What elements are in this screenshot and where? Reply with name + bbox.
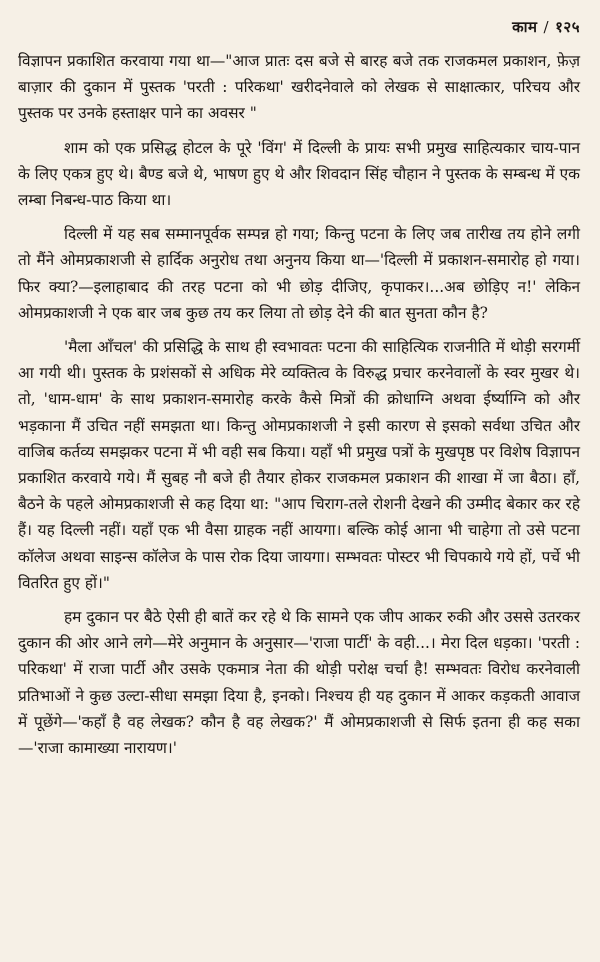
header-separator: / [543,18,550,36]
paragraph: 'मैला आँचल' की प्रसिद्धि के साथ ही स्वभावतः पटना की साहित्यिक राजनीति में थोड़ी सरगर्मी आ गयी थी। पुस्तक के प्रशंसकों से अधिक मेरे व्यक्तित्व के विरुद्ध प्रचार करनेवालों के स्वर मुखर थे। तो, 'धाम-धाम' के साथ प्रकाशन-समारोह करके कैसे मित्रों की क्रोधाग्नि अथवा ईर्ष्याग्नि को और भड़काना मैं उचित नहीं समझता था। किन्तु ओमप्रकाशजी ने इसी कारण से इसको सर्वथा उचित और वाजिब कर्तव्य समझकर पटना में भी वही सब किया। यहाँ भी प्रमुख पत्रों के मुखपृष्ठ पर विशेष विज्ञापन प्रकाशित करवाये गये। मैं सुबह नौ बजे ही तैयार होकर राजकमल प्रकाशन की शाखा में जा बैठा। हाँ, बैठने के पहले ओमप्रकाशजी से कह दिया था: "आप चिराग-तले रोशनी देखने की उम्मीद बेकार कर रहे हैं। यह दिल्ली नहीं। यहाँ एक भी वैसा ग्राहक नहीं आयगा। बल्कि कोई आना भी चाहेगा तो उसे पटना कॉलेज अथवा साइन्स कॉलेज के पास रोक दिया जायगा। सम्भवतः पोस्टर भी चिपकाये गये हों, पर्चे भी वितरित हुए हों।" [18,338,580,592]
chapter-title: काम [512,18,538,36]
paragraph: दिल्ली में यह सब सम्मानपूर्वक सम्पन्न हो गया; किन्तु पटना के लिए जब तारीख तय होने लगी तो मैंने ओमप्रकाशजी से हार्दिक अनुरोध तथा अनुनय किया था—'दिल्ली में प्रकाशन-समारोह हो गया। फिर क्या?—इलाहाबाद की तरह पटना को भी छोड़ दीजिए, कृपाकर।...अब छोड़िए न!' लेकिन ओमप्रकाशजी ने एक बार जब कुछ तय कर लिया तो छोड़ देने की बात सुनता कौन है? [18,225,580,322]
page-body [18,48,580,761]
page-number: १२५ [555,18,580,36]
paragraph: शाम को एक प्रसिद्ध होटल के पूरे 'विंग' में दिल्ली के प्रायः सभी प्रमुख साहित्यकार चाय-पान के लिए एकत्र हुए थे। बैण्ड बजे थे, भाषण हुए थे और शिवदान सिंह चौहान ने पुस्तक के सम्बन्ध में एक लम्बा निबन्ध-पाठ किया था। [18,138,580,210]
page-header [18,14,580,40]
paragraph: विज्ञापन प्रकाशित करवाया गया था—"आज प्रातः दस बजे से बारह बजे तक राजकमल प्रकाशन, फ़ेज़ बाज़ार की दुकान में पुस्तक 'परती : परिकथा' खरीदनेवाले को लेखक से साक्षात्कार, परिचय और पुस्तक पर उनके हस्ताक्षर पाने का अवसर " [18,52,580,123]
paragraph: हम दुकान पर बैठे ऐसी ही बातें कर रहे थे कि सामने एक जीप आकर रुकी और उससे उतरकर दुकान की ओर आने लगे—मेरे अनुमान के अनुसार—'राजा पार्टी' के वही...। मेरा दिल धड़का। 'परती : परिकथा' में राजा पार्टी और उसके एकमात्र नेता की थोड़ी परोक्ष चर्चा है! सम्भवतः विरोध करनेवाली प्रतिभाओं ने कुछ उल्टा-सीधा समझा दिया है, इनको। निश्चय ही यह दुकान में आकर कड़कती आवाज में पूछेंगे—'कहाँ है वह लेखक? कौन है वह लेखक?' मैं ओमप्रकाशजी से सिर्फ इतना ही कह सका—'राजा कामाख्या नारायण।' [18,608,580,758]
